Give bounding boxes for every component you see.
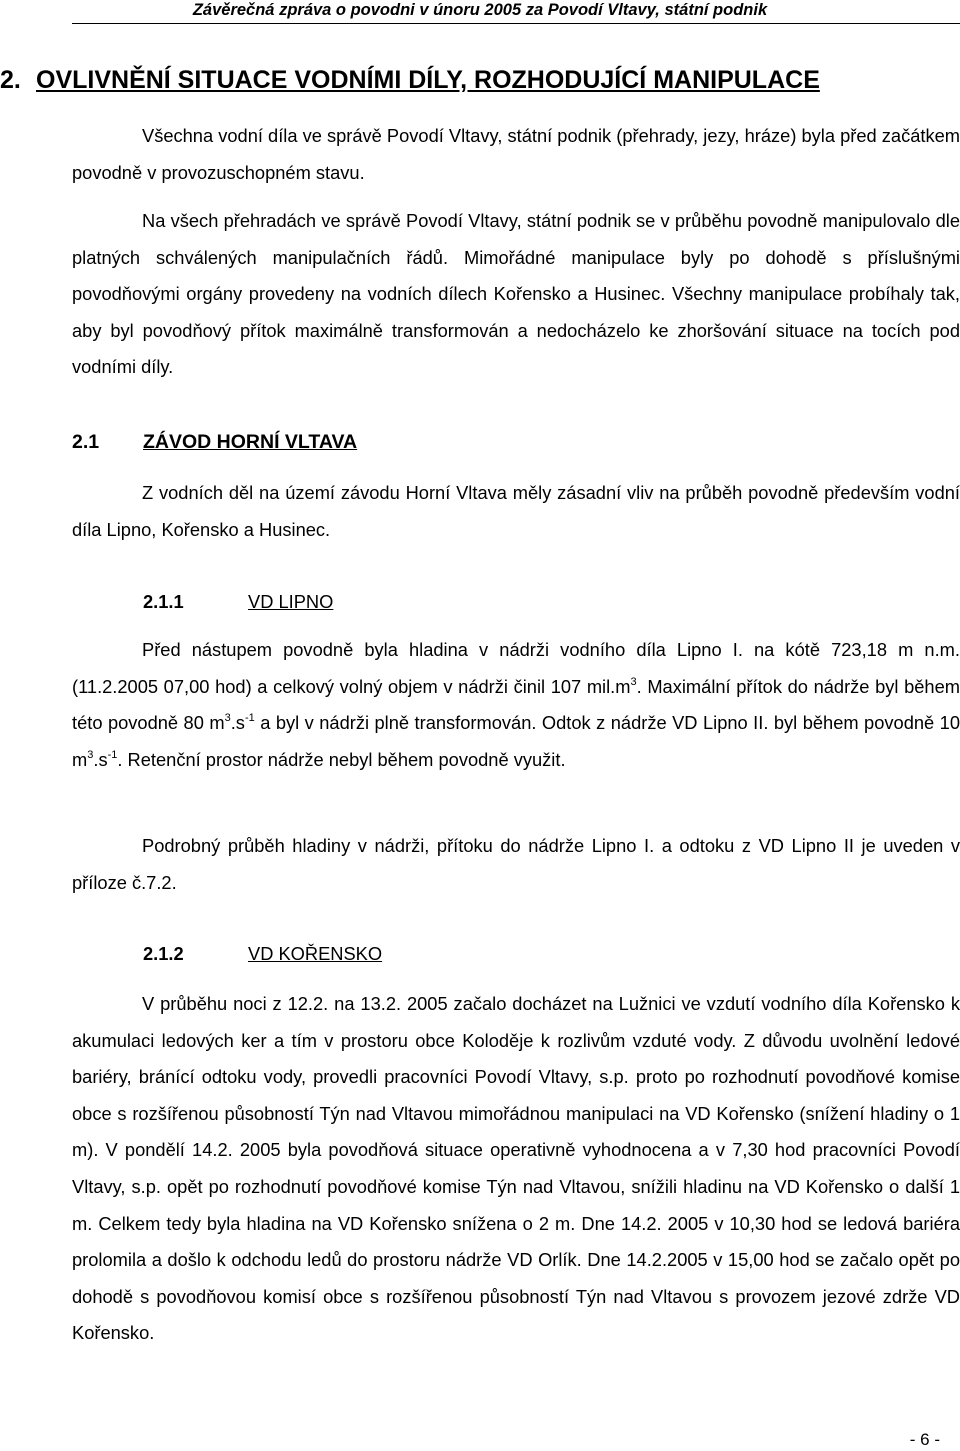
section-2-1-2-number: 2.1.2 <box>143 943 184 964</box>
lipno-text-e: .s <box>93 748 108 770</box>
lipno-text-b: . Maximální přítok do nádrže byl během této povodně 80 m <box>72 675 960 734</box>
lipno-text-c: .s <box>230 712 245 734</box>
lipno-sup-3: -1 <box>244 712 255 725</box>
section-2-1-1-paragraph-1 <box>72 632 960 778</box>
lipno-sup-4: 3 <box>87 748 94 761</box>
lipno-sup-1: 3 <box>630 675 637 688</box>
section-2-1-2-paragraph: V průběhu noci z 12.2. na 13.2. 2005 začalo docházet na Lužnici ve vzdutí vodního díla Kořensko k akumulaci ledových ker a tím v prostoru obce Koloděje k rozlivům vzduté vody. Z důvodu uvolnění ledové bariéry, bránící odtoku vody, provedli pracovníci Povodí Vltavy, s.p. proto po rozhodnutí povodňové komise obce s rozšířenou působností Týn nad Vltavou mimořádnou manipulaci na VD Kořensko (snížení hladiny o 1 m). V pondělí 14.2. 2005 byla povodňová situace operativně vyhodnocena a v 7,30 hod pracovníci Povodí Vltavy, s.p. opět po rozhodnutí povodňové komise Týn nad Vltavou, snížili hladinu na VD Kořensko o další 1 m. Celkem tedy byla hladina na VD Kořensko snížena o 2 m. Dne 14.2. 2005 v 10,30 hod se ledová bariéra prolomila a došlo k odchodu ledů do prostoru nádrže VD Orlík. Dne 14.2.2005 v 15,00 hod se začalo opět po dohodě s povodňovou komisí obce s rozšířenou působností Týn nad Vltavou s provozem jezové zdrže VD Kořensko. <box>72 993 960 1344</box>
header-divider <box>72 23 960 24</box>
lipno-text-f: . Retenční prostor nádrže nebyl během povodně využit. <box>117 748 566 770</box>
lipno-text-d: a byl v nádrži plně transformován. Odtok z nádrže VD Lipno II. byl během povodně 10 m <box>72 712 960 770</box>
chapter-title: OVLIVNĚNÍ SITUACE VODNÍMI DÍLY, ROZHODUJÍCÍ MANIPULACE <box>36 66 820 94</box>
intro-paragraph-1: Všechna vodní díla ve správě Povodí Vltavy, státní podnik (přehrady, jezy, hráze) byla před začátkem povodně v provozuschopném stavu. <box>72 125 960 183</box>
section-2-1-1-paragraph-2: Podrobný průběh hladiny v nádrži, přítoku do nádrže Lipno I. a odtoku z VD Lipno II je uveden v příloze č.7.2. <box>72 835 960 893</box>
section-2-1-paragraph: Z vodních děl na území závodu Horní Vltava měly zásadní vliv na průběh povodně především vodní díla Lipno, Kořensko a Husinec. <box>72 482 960 540</box>
section-2-1-1-title: VD LIPNO <box>248 591 334 612</box>
section-2-1-title: ZÁVOD HORNÍ VLTAVA <box>143 431 358 453</box>
lipno-text-a: Před nástupem povodně byla hladina v nádrži vodního díla Lipno I. na kótě 723,18 m n.m. (11.2.2005 07,00 hod) a celkový volný objem v nádrži činil 107 mil.m <box>72 639 960 697</box>
running-header: Závěrečná zpráva o povodni v únoru 2005 za Povodí Vltavy, státní podnik <box>192 1 768 19</box>
section-2-1-2-title: VD KOŘENSKO <box>248 943 383 964</box>
section-2-1-1-number: 2.1.1 <box>143 591 184 612</box>
chapter-number: 2. <box>0 66 21 94</box>
page-number: - 6 - <box>909 1430 940 1449</box>
lipno-sup-5: -1 <box>107 748 118 761</box>
intro-paragraph-2: Na všech přehradách ve správě Povodí Vltavy, státní podnik se v průběhu povodně manipulovalo dle platných schválených manipulačních řádů. Mimořádné manipulace byly po dohodě s příslušnými povodňovými orgány provedeny na vodních dílech Kořensko a Husinec. Všechny manipulace probíhaly tak, aby byl povodňový přítok maximálně transformován a nedocházelo ke zhoršování situace na tocích pod vodními díly. <box>72 210 960 378</box>
section-2-1-number: 2.1 <box>72 431 100 453</box>
lipno-sup-2: 3 <box>224 712 231 725</box>
section-2-1-heading <box>72 428 358 456</box>
